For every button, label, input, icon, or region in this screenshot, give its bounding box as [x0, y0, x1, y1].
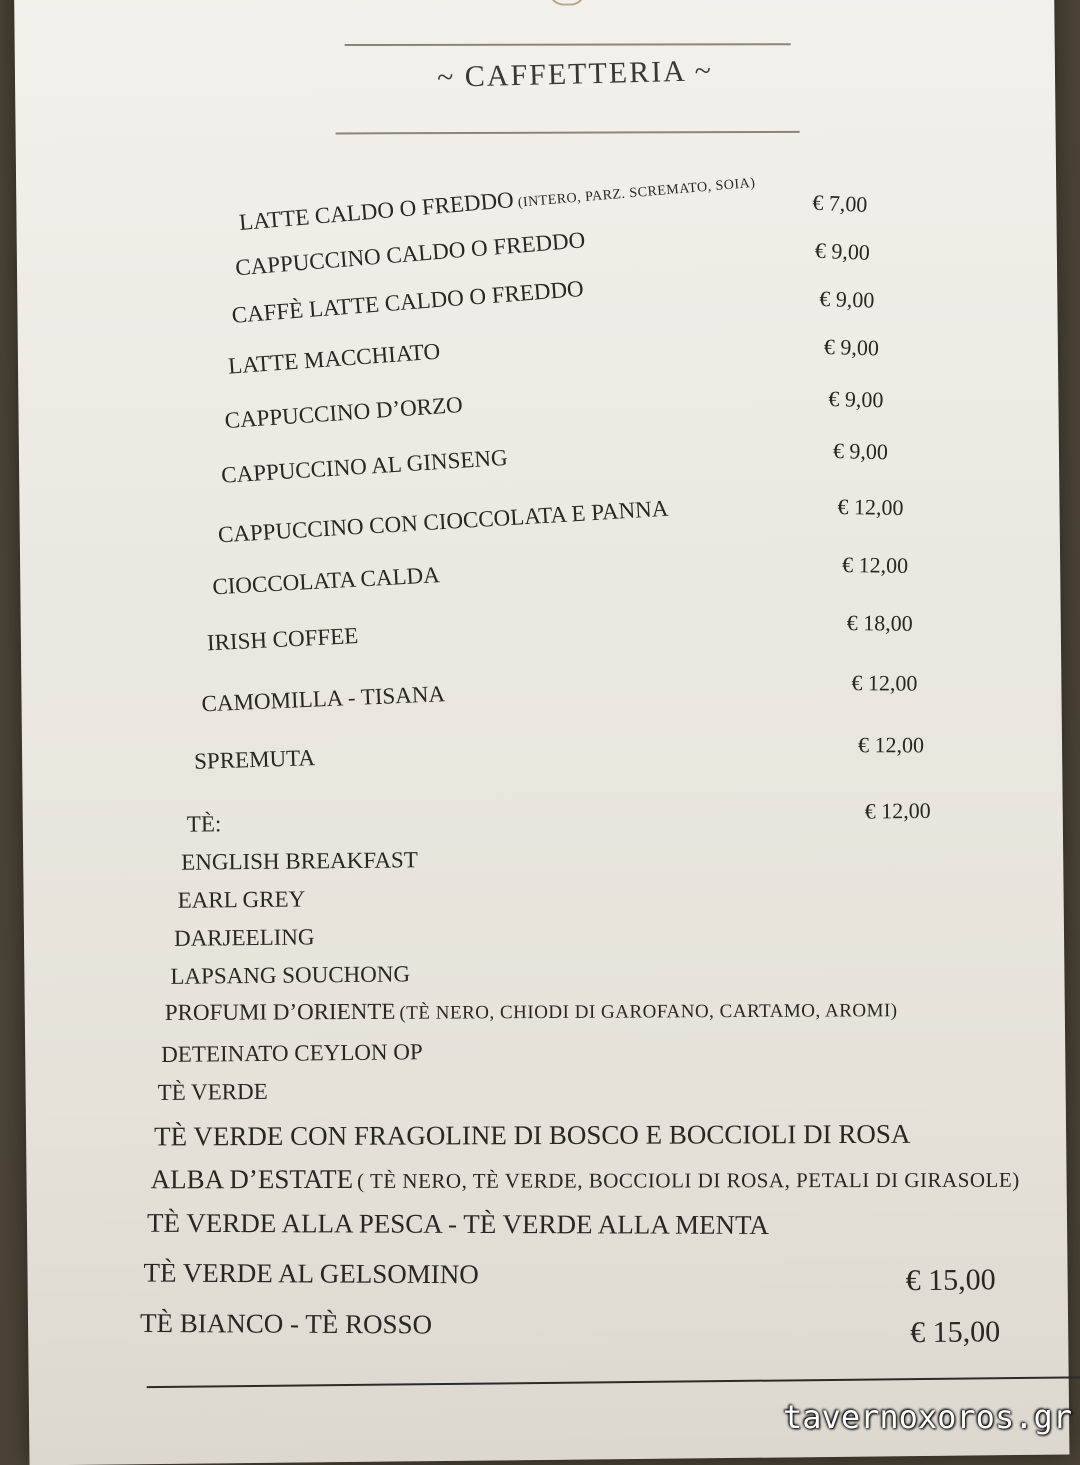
- tea-variety-name: LAPSANG SOUCHONG: [170, 961, 411, 989]
- special-tea: [147, 1208, 769, 1241]
- menu-item: [217, 496, 669, 549]
- special-tea-name: TÈ VERDE ALLA PESCA - TÈ VERDE ALLA MENTA: [146, 1207, 769, 1240]
- item-price: € 9,00: [818, 285, 875, 313]
- menu-item: [201, 681, 446, 717]
- tea-variety-name: DARJEELING: [173, 924, 315, 951]
- item-name: SPREMUTA: [193, 745, 316, 774]
- item-note: (INTERO, PARZ. SCREMATO, SOIA): [517, 175, 756, 211]
- special-tea: [140, 1308, 432, 1341]
- item-name: CAFFÈ LATTE CALDO O FREDDO: [230, 275, 585, 328]
- item-name: CAPPUCCINO CON CIOCCOLATA E PANNA: [217, 495, 669, 548]
- divider-bottom: [147, 1376, 1080, 1388]
- menu-item: [206, 623, 359, 656]
- tea-variety: [174, 924, 315, 951]
- tea-variety-note: (TÈ NERO, CHIODI DI GAROFANO, CARTAMO, AROMI): [399, 1000, 898, 1024]
- item-price: € 9,00: [814, 237, 871, 265]
- item-price: € 9,00: [832, 438, 889, 465]
- special-tea: [151, 1163, 1020, 1196]
- special-tea: [143, 1258, 478, 1291]
- item-price: € 7,00: [811, 189, 868, 217]
- tea-variety-name: TÈ VERDE: [157, 1078, 268, 1106]
- menu-item: [227, 339, 441, 380]
- item-price: € 12,00: [851, 670, 918, 696]
- item-price: € 12,00: [841, 551, 909, 578]
- item-price: € 18,00: [846, 610, 913, 636]
- item-name: LATTE MACCHIATO: [227, 338, 441, 379]
- tea-variety: [157, 1079, 267, 1106]
- menu-item: [194, 745, 316, 775]
- menu-page: [14, 0, 1069, 1465]
- item-price: € 9,00: [828, 385, 884, 413]
- site-watermark: tavernoxoros.gr: [783, 1398, 1072, 1436]
- menu-item: [212, 562, 441, 600]
- special-tea-price: € 15,00: [905, 1263, 996, 1298]
- special-tea-price: € 15,00: [910, 1315, 1001, 1350]
- item-name: CAPPUCCINO AL GINSENG: [220, 444, 509, 488]
- item-name: IRISH COFFEE: [206, 622, 359, 656]
- item-price: € 12,00: [837, 493, 904, 521]
- special-tea: [154, 1119, 910, 1153]
- menu-item: [231, 276, 585, 329]
- item-name: CAMOMILLA - TISANA: [201, 681, 446, 717]
- special-tea-name: TÈ BIANCO - TÈ ROSSO: [139, 1307, 433, 1340]
- menu-item: [238, 167, 756, 236]
- item-name: CAPPUCCINO D’ORZO: [223, 391, 464, 434]
- special-tea-name: TÈ VERDE AL GELSOMINO: [143, 1257, 479, 1290]
- tea-variety-name: ENGLISH BREAKFAST: [181, 847, 418, 875]
- tea-label: TÈ:: [186, 811, 222, 837]
- tea-variety: [177, 886, 305, 913]
- special-tea-name: ALBA D’ESTATE: [150, 1163, 354, 1195]
- tea-price: € 12,00: [864, 797, 931, 824]
- tea-variety-name: EARL GREY: [177, 886, 306, 913]
- item-name: CAPPUCCINO CALDO O FREDDO: [234, 227, 587, 281]
- tea-variety-name: DETEINATO CEYLON OP: [161, 1039, 423, 1067]
- tea-variety-name: PROFUMI D’ORIENTE: [164, 998, 396, 1026]
- menu-item: [221, 445, 509, 489]
- divider-under-heading: [336, 131, 800, 135]
- tea-variety: [181, 847, 418, 875]
- tea-variety: [170, 961, 410, 990]
- menu-item: [224, 392, 464, 434]
- item-name: CIOCCOLATA CALDA: [211, 562, 441, 600]
- special-tea-note: ( TÈ NERO, TÈ VERDE, BOCCIOLI DI ROSA, PETALI DI GIRASOLE): [357, 1167, 1020, 1193]
- divider-top: [345, 43, 791, 46]
- item-name: LATTE CALDO O FREDDO: [238, 187, 515, 236]
- menu-item: [234, 227, 586, 281]
- item-price: € 9,00: [823, 334, 880, 361]
- tea-variety: [165, 996, 898, 1026]
- item-price: € 12,00: [857, 732, 925, 758]
- special-tea-name: TÈ VERDE CON FRAGOLINE DI BOSCO E BOCCIOLI DI ROSA: [154, 1118, 911, 1152]
- tea-label-row: [187, 811, 222, 837]
- menu-heading: ~ CAFFETTERIA ~: [436, 54, 714, 94]
- tea-variety: [161, 1039, 423, 1068]
- crest-emblem: [548, 0, 586, 6]
